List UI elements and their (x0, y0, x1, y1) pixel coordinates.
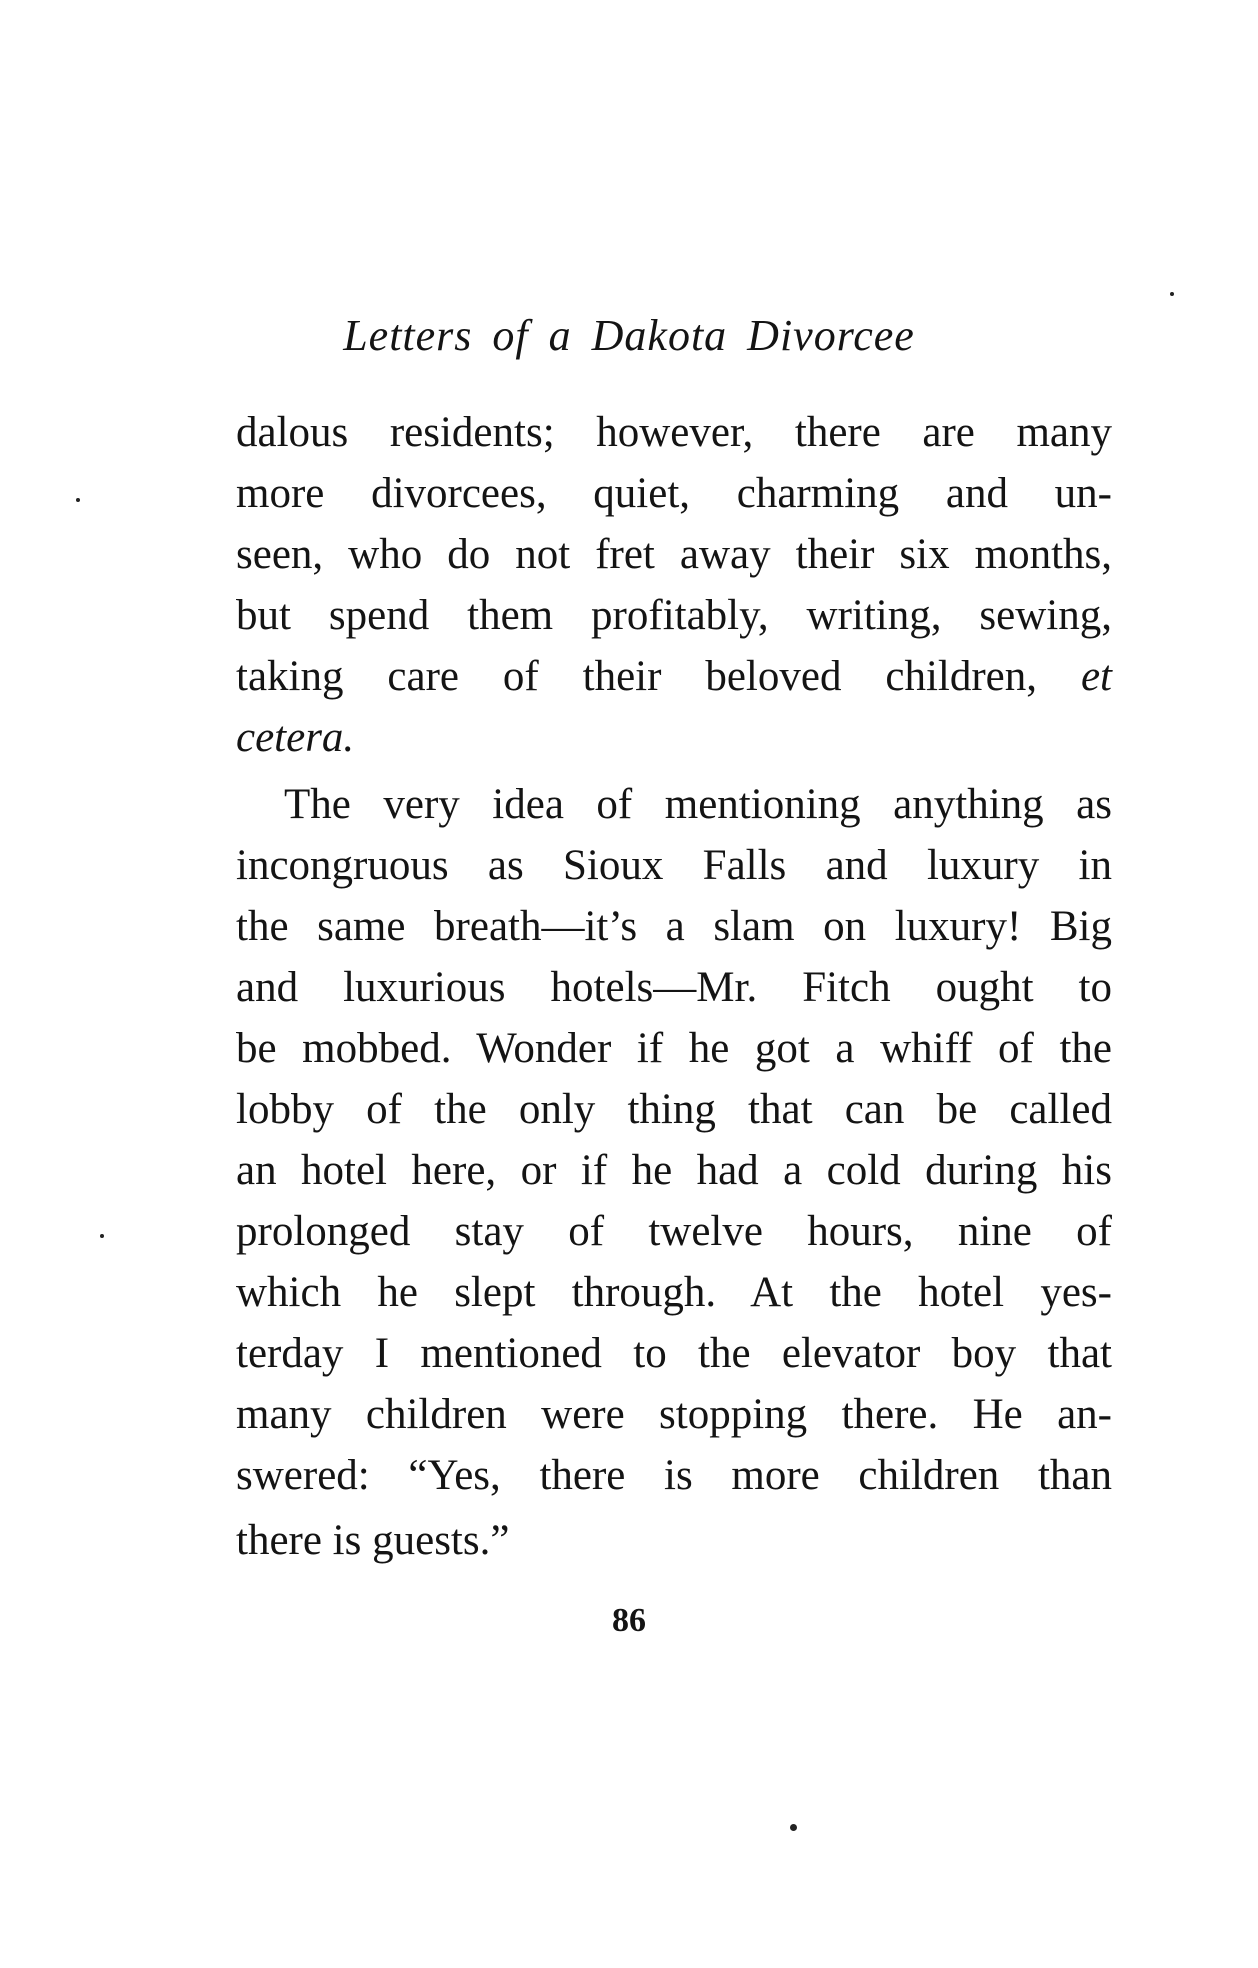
text-line: an hotel here, or if he had a cold during his (236, 1147, 1112, 1194)
text-line: seen, who do not fret away their six months, (236, 531, 1112, 578)
text-line: more divorcees, quiet, charming and un- (236, 470, 1112, 517)
text-line: and luxurious hotels—Mr. Fitch ought to (236, 964, 1112, 1011)
text-line: swered: “Yes, there is more children than (236, 1452, 1112, 1499)
text-line: lobby of the only thing that can be called (236, 1086, 1112, 1133)
running-head-title-end: Dakota Divorcee (591, 311, 915, 360)
text-line: the same breath—it’s a slam on luxury! Big (236, 903, 1112, 950)
ink-speck (790, 1824, 797, 1831)
text-line-with-italic (236, 646, 1112, 707)
paragraph-1 (236, 402, 1112, 768)
text-line: prolonged stay of twelve hours, nine of (236, 1208, 1112, 1255)
running-head (0, 310, 1258, 361)
text-line-italic: cetera. (236, 714, 355, 761)
italic-et: et (1080, 653, 1112, 700)
page-number: 86 (612, 1602, 646, 1639)
ink-speck (100, 1234, 104, 1238)
ink-speck (76, 498, 80, 502)
running-head-word-of: of (492, 311, 529, 360)
text-line: which he slept through. At the hotel yes- (236, 1269, 1112, 1316)
text-line: incongruous as Sioux Falls and luxury in (236, 842, 1112, 889)
running-head-word-a: a (548, 311, 572, 360)
ink-speck (1170, 292, 1174, 296)
text-line: dalous residents; however, there are many (236, 409, 1112, 456)
text-line: many children were stopping there. He an- (236, 1391, 1112, 1438)
text-line: be mobbed. Wonder if he got a whiff of the (236, 1025, 1112, 1072)
text-line: but spend them profitably, writing, sewing, (236, 592, 1112, 639)
text-line-last: there is guests.” (236, 1517, 510, 1564)
text-line-indented: The very idea of mentioning anything as (284, 781, 1112, 828)
text-line: terday I mentioned to the elevator boy that (236, 1330, 1112, 1377)
body-text (236, 402, 1112, 1571)
paragraph-2 (236, 774, 1112, 1571)
text-segment: taking care of their beloved children, (236, 653, 1038, 700)
running-head-word-letters: Letters (343, 311, 473, 360)
